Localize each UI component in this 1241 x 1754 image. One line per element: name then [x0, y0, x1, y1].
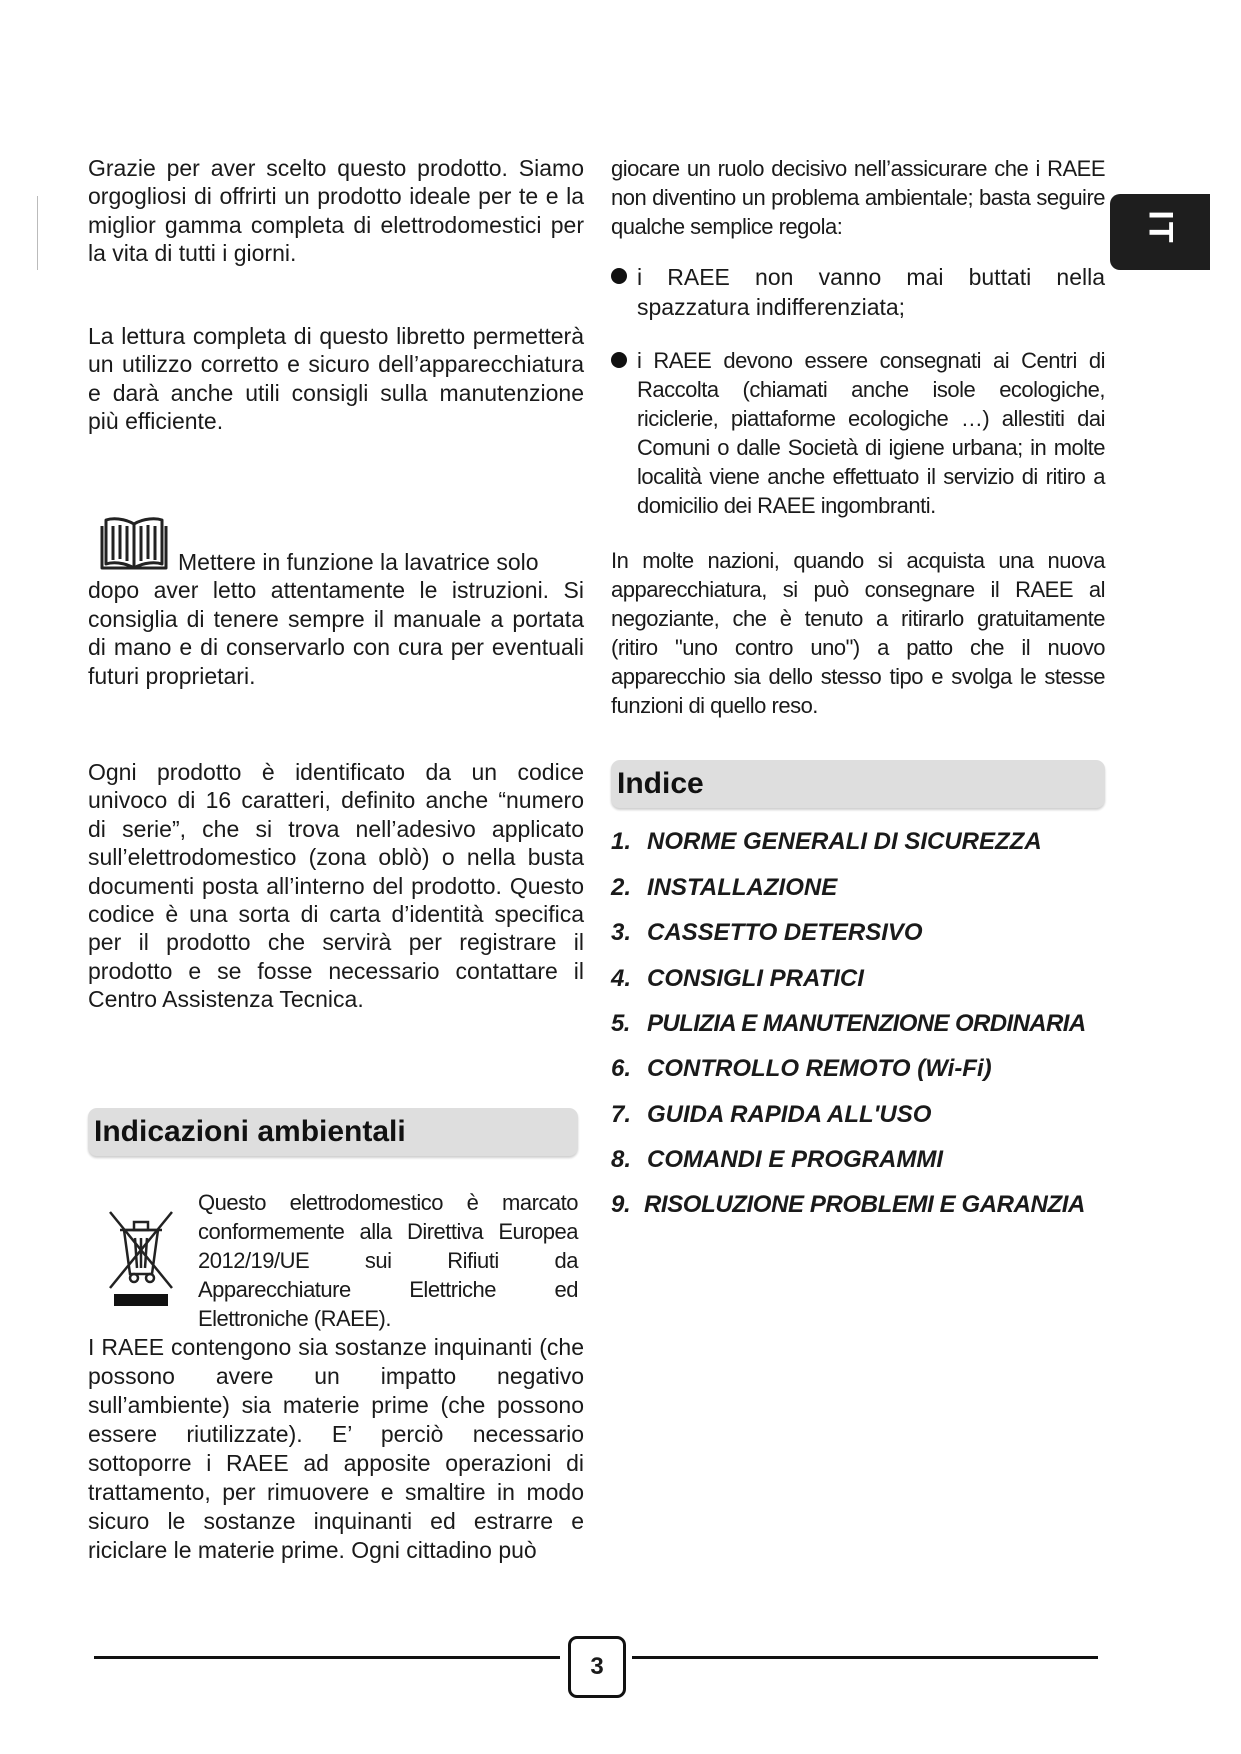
toc-item-5[interactable]	[611, 1010, 1086, 1038]
manual-first-line: Mettere in funzione la lavatrice solo	[178, 549, 539, 575]
weee-marking-text: Questo elettrodomestico è marcato conformemente alla Direttiva Europea 2012/19/UE sui Rifiuti da Apparecchiature Elettriche ed Elettroniche (RAEE).	[198, 1190, 578, 1331]
intro-text-2: La lettura completa di questo libretto permetterà un utilizzo corretto e sicuro dell’apparecchiatura e darà anche utili consigli sulla manutenzione più efficiente.	[88, 323, 584, 435]
weee-paragraph	[88, 1333, 584, 1565]
weee-marking-paragraph	[198, 1188, 578, 1333]
footer-rule-left	[94, 1656, 560, 1659]
footer-rule-right	[632, 1656, 1098, 1659]
continued-paragraph	[611, 154, 1105, 241]
toc-item-2[interactable]	[611, 874, 837, 902]
toc-item-number: 5.	[611, 1010, 630, 1037]
manual-paragraph	[88, 548, 584, 690]
toc-item-number: 6.	[611, 1055, 632, 1082]
toc-item-label: NORME GENERALI DI SICUREZZA	[647, 828, 1042, 855]
toc-item-8[interactable]	[611, 1146, 943, 1174]
env-heading-text: Indicazioni ambientali	[94, 1115, 406, 1148]
toc-item-number: 3.	[611, 919, 632, 946]
toc-item-number: 9.	[611, 1191, 631, 1218]
weee-text: I RAEE contengono sia sostanze inquinanti (che possono avere un impatto negativo sull’ambiente) sia materie prime (che possono essere riutilizzate). E’ perciò necessario sottoporre i RAEE ad apposite operazioni di trattamento, per rimuovere e smaltire in modo sicuro le sostanze inquinanti ed estrarre e riciclare le materie prime. Ogni cittadino può	[88, 1334, 584, 1563]
index-heading	[611, 760, 1105, 808]
toc-item-4[interactable]	[611, 965, 864, 993]
toc-item-label: CASSETTO DETERSIVO	[647, 919, 923, 946]
nations-paragraph	[611, 546, 1105, 720]
toc-item-label: GUIDA RAPIDA ALL'USO	[647, 1101, 932, 1128]
serial-number-paragraph	[88, 758, 584, 1014]
language-tab-label: IT	[1141, 210, 1180, 245]
toc-item-label: CONSIGLI PRATICI	[647, 965, 864, 992]
toc-item-1[interactable]	[611, 828, 1042, 856]
bullet-dot-icon	[611, 268, 627, 284]
toc-item-number: 2.	[611, 874, 632, 901]
page-number	[568, 1636, 626, 1698]
toc-item-label: PULIZIA E MANUTENZIONE ORDINARIA	[647, 1010, 1086, 1037]
bullet-1-text: i RAEE non vanno mai buttati nella spazzatura indifferenziata;	[637, 264, 1105, 320]
serial-number-text: Ogni prodotto è identificato da un codice univoco di 16 caratteri, definito anche “numero di serie”, che si trova nell’adesivo applicato sull’elettrodomestico (zona oblò) o nella busta documenti posta all’interno del prodotto. Questo codice è una sorta di carta d’identità specifica per il prodotto che servirà per registrare il prodotto e se fosse necessario contattare il Centro Assistenza Tecnica.	[88, 759, 584, 1013]
intro-text-1: Grazie per aver scelto questo prodotto. Siamo orgogliosi di offrirti un prodotto ideale per te e la miglior gamma completa di elettrodomestici per la vita di tutti i giorni.	[88, 155, 584, 267]
bullet-2	[611, 346, 1105, 520]
toc-item-6[interactable]	[611, 1055, 992, 1083]
language-tab	[1110, 194, 1210, 270]
toc-item-number: 4.	[611, 965, 632, 992]
nations-text: In molte nazioni, quando si acquista una nuova apparecchiatura, si può consegnare il RAEE al negoziante, che è tenuto a ritirarlo gratuitamente (ritiro "uno contro uno") a patto che il nuovo apparecchio sia dello stesso tipo e svolga le stesse funzioni di quello reso.	[611, 548, 1105, 718]
intro-paragraph-1	[88, 154, 584, 268]
intro-paragraph-2	[88, 322, 584, 436]
toc-item-label: COMANDI E PROGRAMMI	[647, 1146, 943, 1173]
margin-mark	[37, 196, 38, 270]
toc-item-7[interactable]	[611, 1101, 931, 1129]
manual-text: dopo aver letto attentamente le istruzioni. Si consiglia di tenere sempre il manuale a portata di mano e di conservarlo con cura per eventuali futuri proprietari.	[88, 577, 584, 689]
toc-item-label: CONTROLLO REMOTO (Wi-Fi)	[647, 1055, 992, 1082]
toc-item-9[interactable]	[611, 1191, 1085, 1219]
bullet-dot-icon	[611, 352, 627, 368]
bullet-2-text: i RAEE devono essere consegnati ai Centri di Raccolta (chiamati anche isole ecologiche, riciclerie, piattaforme ecologiche …) allestiti dai Comuni o dalle Società di igiene urbana; in molte località viene anche effettuato il servizio di ritiro a domicilio dei RAEE ingombranti.	[637, 348, 1105, 518]
toc-item-number: 1.	[611, 828, 632, 855]
index-heading-text: Indice	[617, 767, 704, 800]
toc-item-number: 7.	[611, 1101, 632, 1128]
page-number-text: 3	[590, 1653, 604, 1680]
toc-item-3[interactable]	[611, 919, 923, 947]
env-heading	[88, 1108, 578, 1156]
toc-item-label: INSTALLAZIONE	[647, 874, 838, 901]
bullet-1	[611, 262, 1105, 322]
toc-item-label: RISOLUZIONE PROBLEMI E GARANZIA	[644, 1191, 1085, 1218]
continued-text: giocare un ruolo decisivo nell’assicurare che i RAEE non diventino un problema ambientale; basta seguire qualche semplice regola:	[611, 156, 1105, 239]
crossed-bin-icon	[106, 1208, 176, 1308]
toc-item-number: 8.	[611, 1146, 632, 1173]
